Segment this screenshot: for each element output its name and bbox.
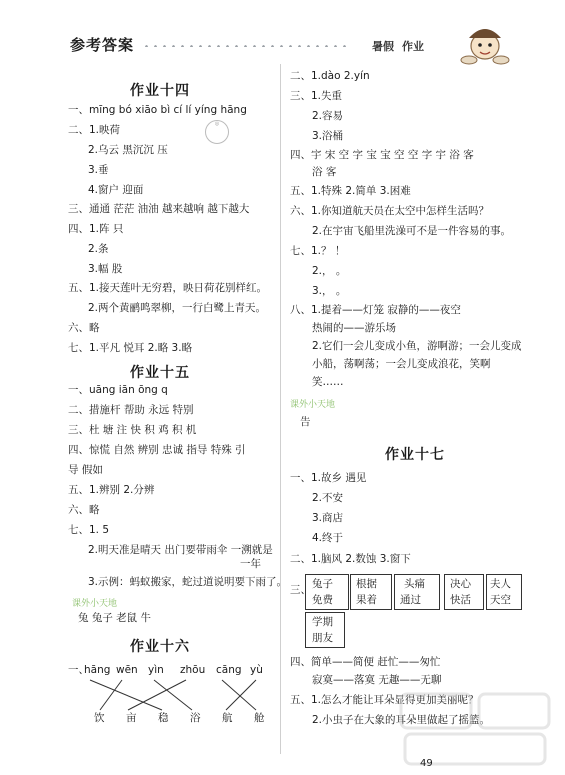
answer-line: 4.终于 (312, 532, 344, 544)
word-item: 学期 (312, 616, 333, 628)
word-item: 天空 (490, 594, 511, 606)
answer-line: 七、1.平凡 悦耳 2.略 3.略 (68, 342, 193, 354)
extra-answer: 告 (300, 416, 311, 428)
answer-line: 三、1.失重 (290, 90, 343, 102)
answer-line: 六、1.你知道航天员在太空中怎样生活吗？ (290, 205, 490, 217)
answer-line: 2.在宇宙飞船里洗澡可不是一件容易的事。 (312, 225, 512, 237)
question-number: 三、 (290, 584, 311, 596)
answer-line: 2.条 (88, 243, 109, 255)
answer-line: 2.不安 (312, 492, 344, 504)
answer-line: 2.容易 (312, 110, 344, 122)
column-divider (280, 64, 281, 754)
answer-line: 四、1.阵 只 (68, 223, 124, 235)
answer-line: 3.商店 (312, 512, 344, 524)
answer-line: 寂寞——落寞 无趣——无聊 (312, 674, 442, 686)
answer-line: 五、1.特殊 2.简单 3.困难 (290, 185, 411, 197)
watermark-logo-icon (395, 688, 555, 770)
animals-answer: 兔 兔子 老鼠 牛 (78, 612, 152, 624)
answer-line: 四、宇 宋 空 字 宝 宝 空 空 字 宇 浴 客 (290, 149, 474, 161)
pinyin-item: wēn (116, 664, 138, 676)
char-item: 航 (222, 712, 233, 724)
word-item: 果着 (356, 594, 377, 606)
section-title-15: 作业十五 (130, 365, 190, 381)
answer-line: 六、略 (68, 322, 100, 334)
answer-line: 一、mīng bó xiāo bì cí lí yíng hāng (68, 104, 247, 116)
answer-line: 一、uāng iān ōng q (68, 384, 168, 396)
header-label-2: 作业 (402, 40, 424, 53)
pinyin-item: yù (250, 664, 263, 676)
answer-line: 一年 (240, 558, 261, 570)
section-title-14: 作业十四 (130, 83, 190, 99)
word-item: 通过 (400, 594, 421, 606)
answer-line: 2.两个黄鹂鸣翠柳，一行白鹭上青天。 (88, 302, 267, 314)
answer-line: 三、杜 塘 注 快 积 鸡 积 机 (68, 424, 197, 436)
answer-line: 3.浴桶 (312, 130, 344, 142)
answer-line: 4.窗户 迎面 (88, 184, 144, 196)
answer-line: 2.乌云 黑沉沉 压 (88, 144, 168, 156)
answer-line: 2.， 。 (312, 265, 347, 277)
extra-section-label: 课外小天地 (72, 599, 118, 609)
word-item: 头痛 (404, 578, 425, 590)
answer-line: 八、1.提着——灯笼 寂静的——夜空 (290, 304, 461, 316)
answer-line: 二、措施杆 帮助 永远 特别 (68, 404, 194, 416)
cartoon-mascot-icon (455, 16, 515, 72)
word-item: 快活 (450, 594, 471, 606)
answer-line: 四、惊慌 自然 辨别 忠诚 指导 特殊 引 (68, 444, 246, 456)
answer-line: 小船，荡啊荡；一会儿变成浪花，笑啊 (312, 358, 491, 370)
section-title-17: 作业十七 (385, 447, 445, 463)
answer-line: 浴 客 (312, 166, 337, 178)
pinyin-item: cāng (216, 664, 242, 676)
header-workbook-label (372, 38, 424, 54)
char-item: 稳 (158, 712, 169, 724)
answer-line: 导 假如 (68, 464, 103, 476)
answer-line: 五、1.接天莲叶无穷碧，映日荷花别样红。 (68, 282, 268, 294)
answer-line: 二、1.脑风 2.数蚀 3.窗下 (290, 553, 411, 565)
stamp-icon: ◎ (205, 120, 229, 144)
answer-line: 笑…… (312, 376, 344, 388)
answer-line: 2.小虫子在大象的耳朵里做起了摇篮。 (312, 714, 491, 726)
pinyin-item: zhōu (180, 664, 206, 676)
answer-line: 六、略 (68, 504, 100, 516)
answer-line: 二、1.映荷 (68, 124, 121, 136)
extra-section-label-right: 课外小天地 (290, 400, 336, 410)
page-number: 49 (420, 758, 433, 769)
word-item: 兔子 (312, 578, 333, 590)
char-item: 舱 (254, 712, 265, 724)
header-title: 参考答案 (70, 36, 135, 54)
pinyin-item: yìn (148, 664, 164, 676)
char-item: 浴 (190, 712, 201, 724)
answer-line: 一、1.故乡 遇见 (290, 472, 367, 484)
answer-line: 三、通通 茫茫 油油 越来越响 越下越大 (68, 203, 250, 215)
answer-line: 二、1.dào 2.yín (290, 70, 370, 82)
word-item: 决心 (450, 578, 471, 590)
answer-line: 2.明天准是晴天 出门要带雨伞 一溯就是 (88, 544, 273, 556)
word-item: 夫人 (490, 578, 511, 590)
answer-line: 2.它们一会儿变成小鱼，游啊游；一会儿变成 (312, 340, 522, 352)
answer-line: 3.垂 (88, 164, 109, 176)
answer-line: 七、1.？ ！ (290, 245, 346, 257)
header-dotted-rule (142, 45, 352, 47)
page-header (0, 0, 565, 70)
char-item: 饮 (94, 712, 105, 724)
answer-line: 五、1.怎么才能让耳朵显得更加美丽呢？ (290, 694, 479, 706)
question-number: 一、 (68, 664, 89, 676)
answer-line: 七、1. 5 (68, 524, 110, 536)
answer-line: 3.幅 股 (88, 263, 123, 275)
section-title-16: 作业十六 (130, 639, 190, 655)
answer-line: 四、简单——简便 赶忙——匆忙 (290, 656, 441, 668)
answer-line: 3.示例：蚂蚁搬家，蛇过道说明要下雨了。 (88, 576, 288, 588)
pinyin-item: hāng (84, 664, 111, 676)
word-item: 免费 (312, 594, 333, 606)
header-label-1: 暑假 (372, 40, 394, 53)
word-item: 朋友 (312, 632, 333, 644)
word-item: 根据 (356, 578, 377, 590)
answer-line: 3.， 。 (312, 285, 347, 297)
matching-lines (80, 678, 270, 712)
answer-line: 热闹的——游乐场 (312, 322, 396, 334)
char-item: 亩 (126, 712, 137, 724)
answer-line: 五、1.辨别 2.分辨 (68, 484, 155, 496)
